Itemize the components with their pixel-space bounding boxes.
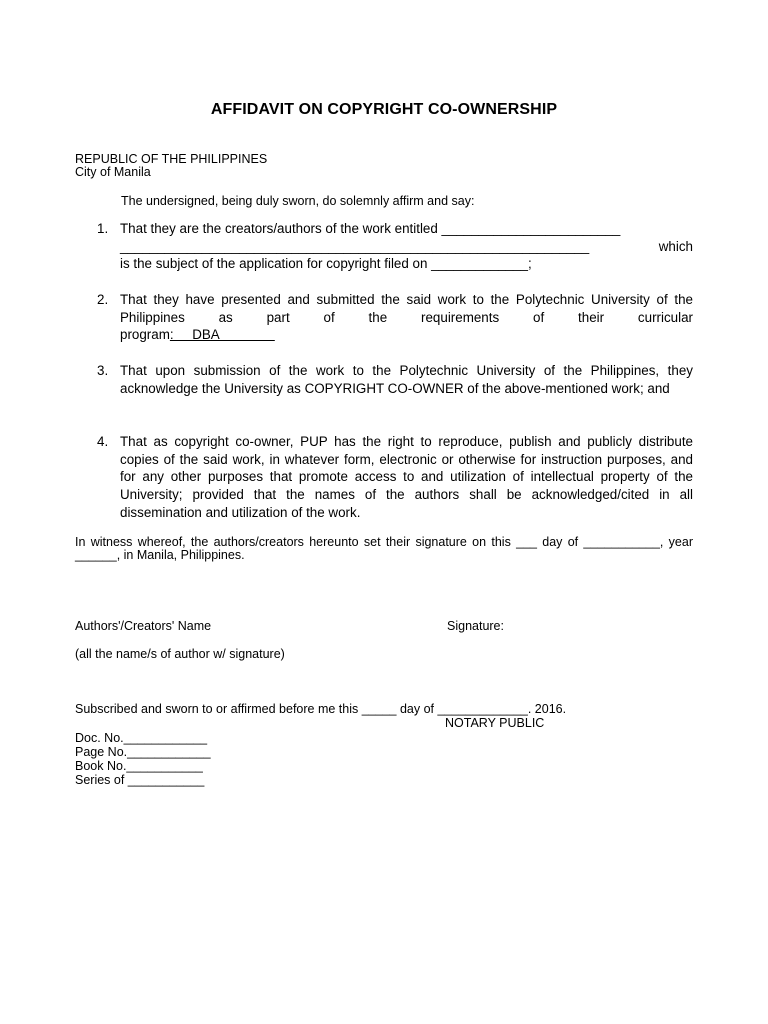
authors-note: (all the name/s of author w/ signature) [75,647,285,661]
item-1-line-1: That they are the creators/authors of the work entitled ________________________ [120,221,621,236]
item-2-line-2: Philippines as part of the requirements of their curricular [120,309,693,325]
list-item [75,433,693,522]
item-2-program-label: program [120,327,170,343]
witness-line-2: ______, in Manila, Philippines. [75,548,245,562]
notary-public-label: NOTARY PUBLIC [445,716,545,730]
list-item [75,362,693,397]
item-2-program-value: : DBA [169,327,275,343]
intro-statement: The undersigned, being duly sworn, do solemnly affirm and say: [121,194,475,208]
item-1-blank-line: _______________________________________________________________ [120,238,590,254]
signature-label: Signature: [447,619,504,633]
item-3-text: That upon submission of the work to the Polytechnic University of the Philippines, they acknowledge the University as COPYRIGHT CO-OWNER of the above-mentioned work; and [120,363,693,396]
city-header: City of Manila [75,165,151,179]
page-no-field: Page No.____________ [75,745,211,759]
item-1-line-3: is the subject of the application for copyright filed on _____________; [120,256,532,272]
authors-label: Authors'/Creators' Name [75,619,212,633]
item-number: 3. [97,363,109,378]
item-1-which: which [658,238,693,254]
list-item [75,220,693,273]
doc-no-field: Doc. No.____________ [75,731,208,745]
item-number: 1. [97,221,109,236]
item-4-text: That as copyright co-owner, PUP has the right to reproduce, publish and publicly distribute copies of the said work, in whatever form, electronic or otherwise for instruction purposes, and for any other purposes that promote access to and utilization of intellectual property of the University; provided that the names of the authors shall be acknowledged/cited in all dissemination and utilization of the work. [120,434,693,520]
series-field: Series of ___________ [75,773,205,787]
item-number: 2. [97,292,109,307]
witness-line-1: In witness whereof, the authors/creators hereunto set their signature on this ___ day of ___________, year [75,535,693,549]
book-no-field: Book No.___________ [75,759,203,773]
list-item [75,291,693,344]
item-2-line-1: That they have presented and submitted the said work to the Polytechnic University of the [120,292,693,307]
subscribed-statement: Subscribed and sworn to or affirmed before me this _____ day of _____________. 2016. [75,702,567,716]
document-title: AFFIDAVIT ON COPYRIGHT CO-OWNERSHIP [210,101,558,118]
item-number: 4. [97,434,109,449]
republic-header: REPUBLIC OF THE PHILIPPINES [75,152,268,166]
